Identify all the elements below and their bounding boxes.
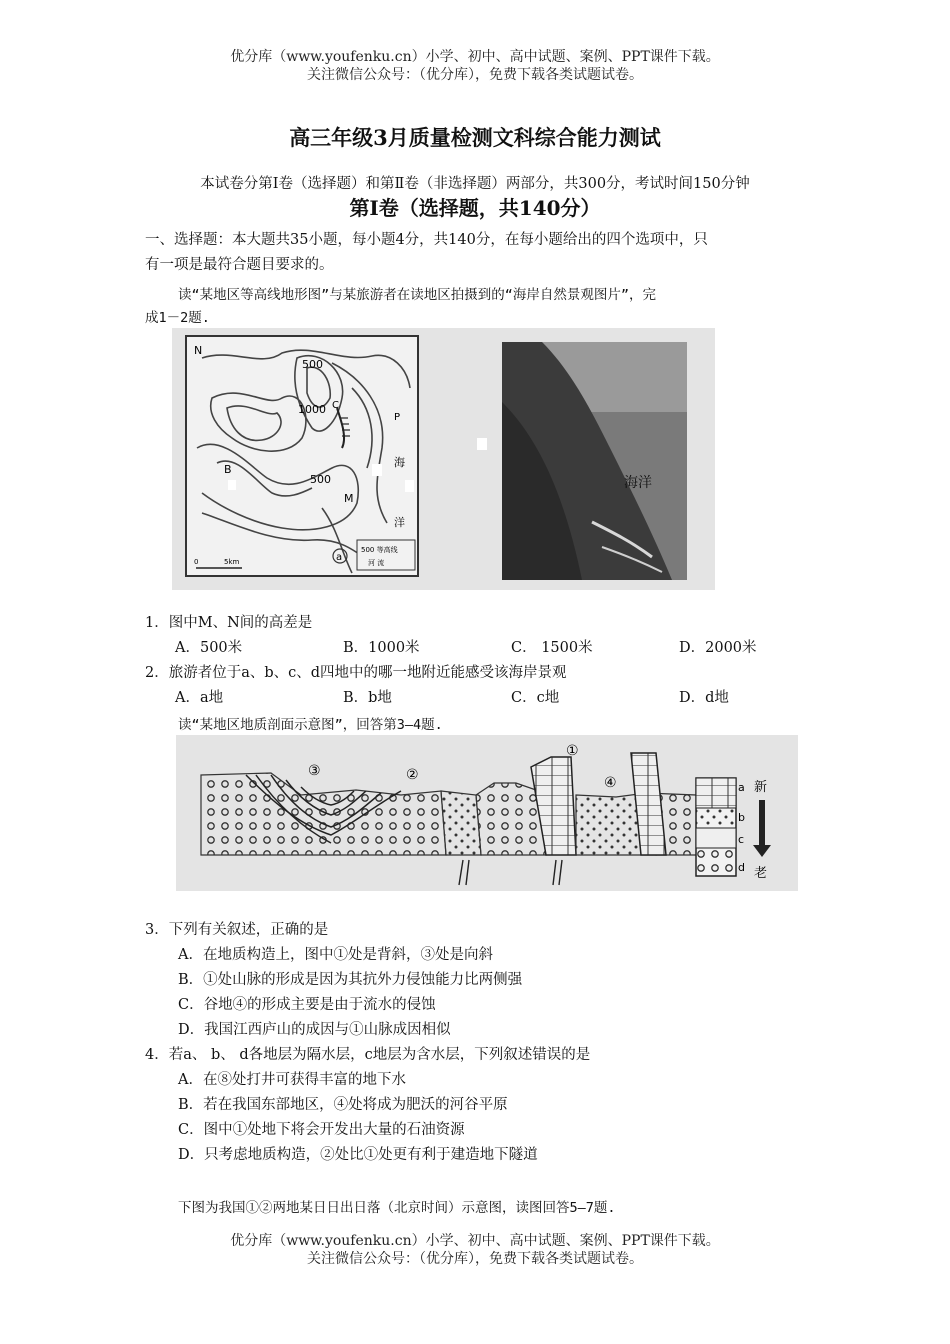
question-2-option-b: B．b地 <box>343 690 392 706</box>
figure-geologic-cross-section <box>176 735 798 891</box>
question-4-option-c: C．图中①处地下将会开发出大量的石油资源 <box>178 1122 465 1138</box>
header-line-2: 关注微信公众号：（优分库），免费下载各类试题试卷。 <box>307 67 643 83</box>
question-2-option-c: C．c地 <box>511 690 560 706</box>
map-label-m: M <box>344 492 354 505</box>
reading-prompt-3: 下图为我国①②两地某日日出日落（北京时间）示意图，读图回答5—7题. <box>178 1200 616 1216</box>
geologic-section-graphic <box>176 735 798 891</box>
map-scale-5km: 5km <box>224 558 240 566</box>
document-title: 高三年级3月质量检测文科综合能力测试 <box>289 125 661 150</box>
question-4-option-b: B．若在我国东部地区，④处将成为肥沃的河谷平原 <box>178 1097 508 1113</box>
map-label-n: N <box>194 344 203 357</box>
map-legend-contour: 500 等高线 <box>361 546 398 554</box>
map-label-b: B <box>224 463 232 476</box>
footer-line-1: 优分库（www.youfenku.cn）小学、初中、高中试题、案例、PPT课件下载。 <box>230 1233 720 1249</box>
question-2-option-d: D．d地 <box>679 690 729 706</box>
question-4-option-d: D．只考虑地质构造，②处比①处更有利于建造地下隧道 <box>178 1147 538 1163</box>
reading-prompt-2: 读“某地区地质剖面示意图”，回答第3—4题. <box>178 717 443 733</box>
question-3-option-d: D．我国江西庐山的成因与①山脉成因相似 <box>178 1022 451 1038</box>
question-1-option-d: D．2000米 <box>679 640 757 656</box>
reading-prompt-1-line-2: 成1－2题. <box>145 310 210 326</box>
map-label-1000: 1000 <box>298 403 326 416</box>
question-4-option-a: A．在⑧处打井可获得丰富的地下水 <box>178 1072 406 1088</box>
photo-label-ocean: 海洋 <box>624 475 652 491</box>
exam-intro: 本试卷分第Ⅰ卷（选择题）和第Ⅱ卷（非选择题）两部分，共300分，考试时间150分钟 <box>200 176 750 192</box>
section-label-3: ③ <box>308 763 321 779</box>
question-4-stem: 4．若a、 b、 d各地层为隔水层，c地层为含水层，下列叙述错误的是 <box>145 1047 591 1063</box>
section-instructions-line-2: 有一项是最符合题目要求的。 <box>145 257 334 273</box>
map-label-sea-1: 海 <box>394 456 405 469</box>
map-scale-zero: 0 <box>194 558 199 566</box>
column-label-d: d <box>738 861 745 874</box>
map-label-a: a <box>336 552 343 563</box>
map-label-500-mid: 500 <box>310 473 331 486</box>
map-label-500-top: 500 <box>302 358 323 371</box>
column-label-a: a <box>738 781 745 794</box>
header-line-1: 优分库（www.youfenku.cn）小学、初中、高中试题、案例、PPT课件下载。 <box>230 49 720 65</box>
section-label-1: ① <box>566 743 579 759</box>
question-3-option-a: A．在地质构造上，图中①处是背斜，③处是向斜 <box>178 947 493 963</box>
section-label-4: ④ <box>604 775 617 791</box>
section-instructions-line-1: 一、选择题：本大题共35小题，每小题4分，共140分，在每小题给出的四个选项中，只 <box>145 232 708 248</box>
column-label-b: b <box>738 811 745 824</box>
question-3-stem: 3．下列有关叙述，正确的是 <box>145 922 329 938</box>
question-1-option-b: B．1000米 <box>343 640 420 656</box>
column-label-old: 老 <box>754 866 768 881</box>
part-title: 第Ⅰ卷（选择题，共140分） <box>349 196 601 220</box>
figure-contour-map-and-photo <box>172 328 715 590</box>
question-3-option-c: C．谷地④的形成主要是由于流水的侵蚀 <box>178 997 436 1013</box>
column-label-c: c <box>738 833 745 846</box>
reading-prompt-1-line-1: 读“某地区等高线地形图”与某旅游者在读地区拍摄到的“海岸自然景观图片”，完 <box>178 287 657 303</box>
coastal-landscape-photo <box>502 342 687 580</box>
question-2-option-a: A．a地 <box>175 690 224 706</box>
section-label-2: ② <box>406 767 419 783</box>
question-2-stem: 2．旅游者位于a、b、c、d四地中的哪一地附近能感受该海岸景观 <box>145 665 567 681</box>
footer-line-2: 关注微信公众号：（优分库），免费下载各类试题试卷。 <box>307 1251 643 1267</box>
map-label-sea-2: 洋 <box>394 516 405 529</box>
map-label-p: P <box>394 412 401 423</box>
question-3-option-b: B．①处山脉的形成是因为其抗外力侵蚀能力比两侧强 <box>178 972 523 988</box>
question-1-option-c: C． 1500米 <box>511 640 593 656</box>
question-1-option-a: A．500米 <box>175 640 243 656</box>
map-label-c: C <box>332 400 339 411</box>
column-label-new: 新 <box>754 780 768 795</box>
map-legend-river: 河 流 <box>368 559 385 567</box>
question-1-stem: 1．图中M、N间的高差是 <box>145 615 313 631</box>
